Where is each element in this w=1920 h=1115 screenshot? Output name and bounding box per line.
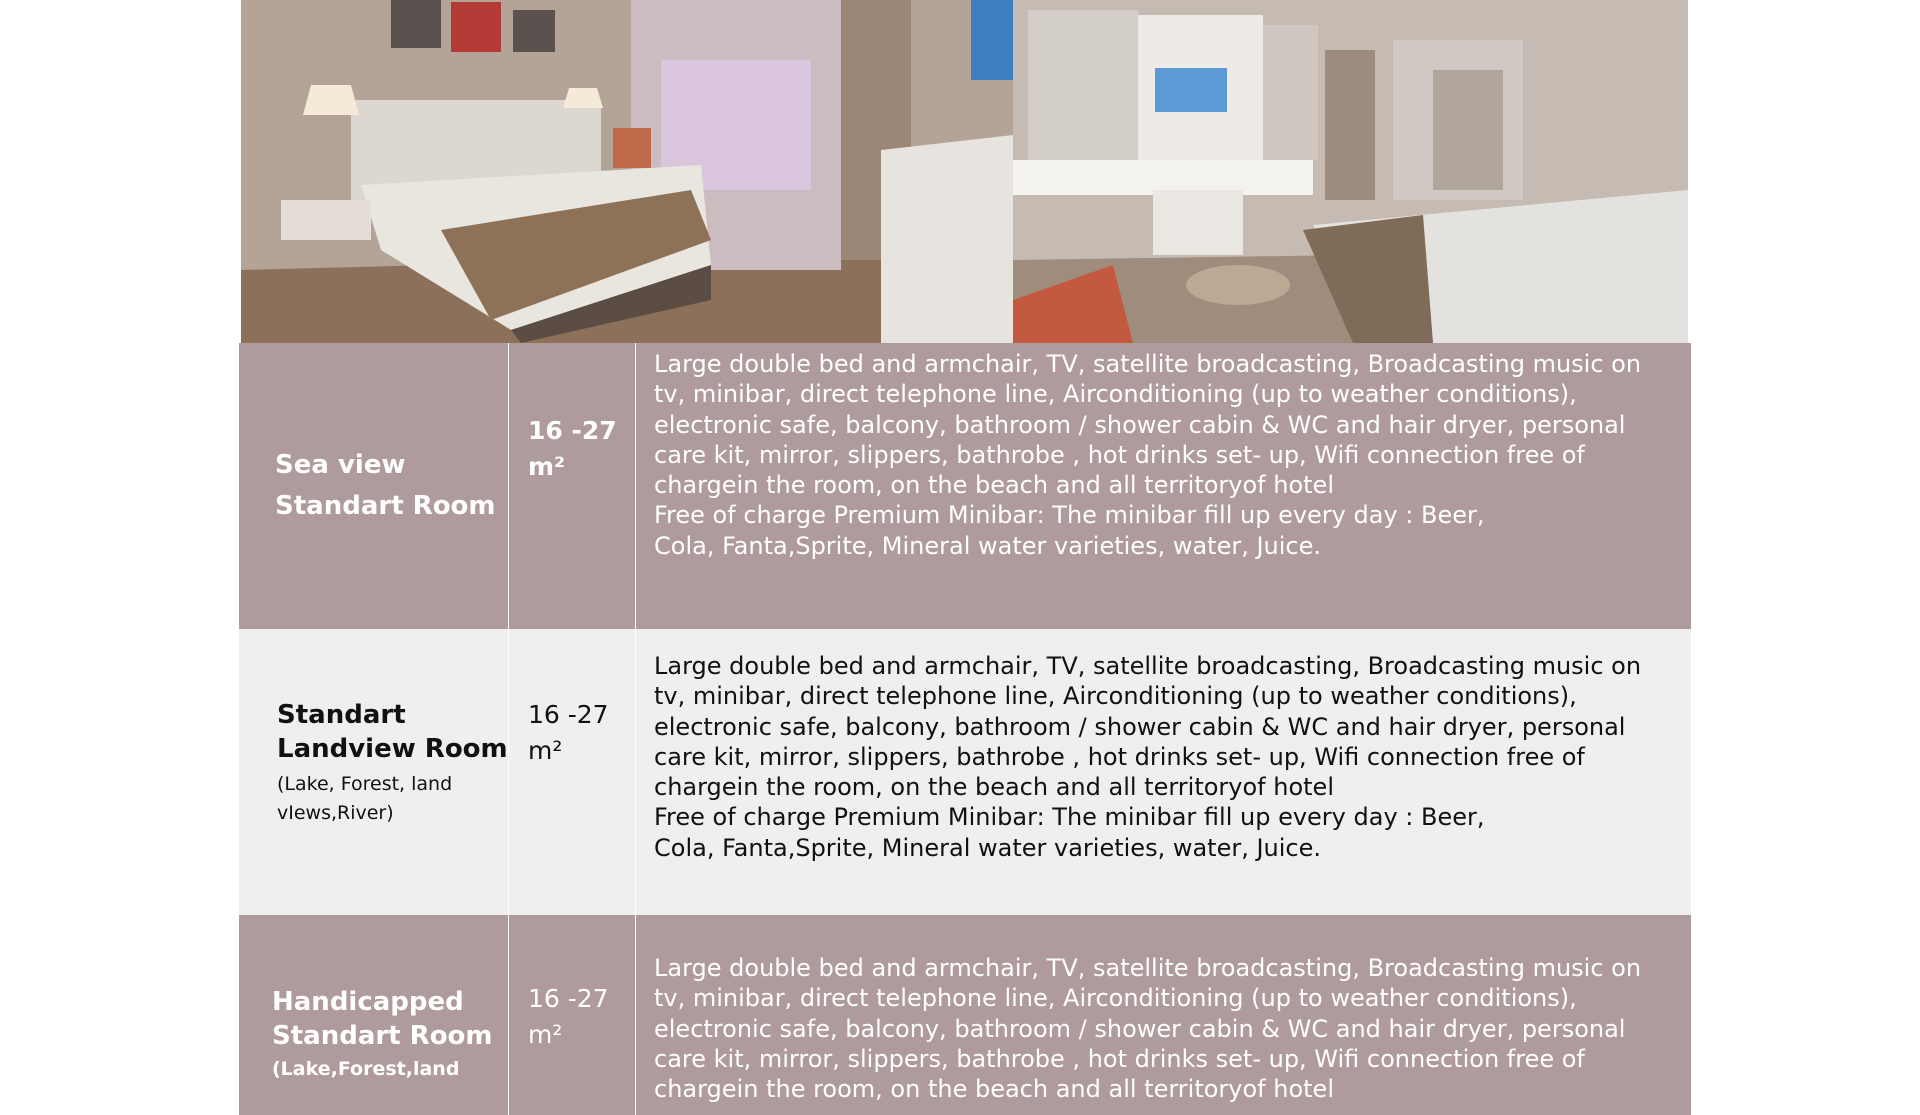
bedroom-photo-icon bbox=[241, 0, 1013, 343]
room-row-landview bbox=[239, 629, 1692, 915]
room-size-cell bbox=[509, 629, 636, 915]
room-size-cell bbox=[509, 343, 636, 629]
room-name-cell bbox=[239, 629, 509, 915]
room-row-sea-view bbox=[239, 343, 1692, 629]
desk-photo-icon bbox=[1013, 0, 1688, 343]
room-description: Large double bed and armchair, TV, satellite broadcasting, Broadcasting music on tv, minibar, direct telephone line, Airconditioning (up to weather conditions), electronic safe, balcony, bathroom / shower cabin & WC and hair dryer, personal care kit, mirror, slippers, bathrobe , hot drinks set- up, Wifi connection free of chargein the room, on the beach and all territoryof hotel Free of charge Premium Minibar: The minibar fill up every day : Beer, Cola, Fanta,Sprite, Mineral water varieties, water, Juice. bbox=[654, 652, 1642, 862]
room-description: Large double bed and armchair, TV, satellite broadcasting, Broadcasting music on tv, minibar, direct telephone line, Airconditioning (up to weather conditions), electronic safe, balcony, bathroom / shower cabin & WC and hair dryer, personal care kit, mirror, slippers, bathrobe , hot drinks set- up, Wifi connection free of chargein the room, on the beach and all territoryof hotel bbox=[654, 954, 1642, 1104]
room-description-cell bbox=[636, 915, 1692, 1115]
room-description-cell bbox=[636, 629, 1692, 915]
room-name-cell bbox=[239, 343, 509, 629]
room-name-cell bbox=[239, 915, 509, 1115]
room-size-cell bbox=[509, 915, 636, 1115]
hotel-room-bed-photo bbox=[241, 0, 1013, 343]
room-name: Handicapped Standart Room bbox=[272, 987, 493, 1051]
room-row-handicapped bbox=[239, 915, 1692, 1115]
room-description-cell bbox=[636, 343, 1692, 629]
room-subtitle: (Lake, Forest, land vIews,River) bbox=[277, 773, 453, 824]
room-size: 16 -27 m² bbox=[528, 700, 609, 765]
room-description: Large double bed and armchair, TV, satellite broadcasting, Broadcasting music on tv, minibar, direct telephone line, Airconditioning (up to weather conditions), electronic safe, balcony, bathroom / shower cabin & WC and hair dryer, personal care kit, mirror, slippers, bathrobe , hot drinks set- up, Wifi connection free of chargein the room, on the beach and all territoryof hotel Free of charge Premium Minibar: The minibar fill up every day : Beer, Cola, Fanta,Sprite, Mineral water varieties, water, Juice. bbox=[654, 350, 1642, 560]
room-name: Sea view Standart Room bbox=[275, 450, 496, 521]
room-name: Standart Landview Room bbox=[277, 700, 508, 764]
room-size: 16 -27 m² bbox=[528, 416, 617, 481]
room-size: 16 -27 m² bbox=[528, 984, 609, 1049]
room-photos bbox=[241, 0, 1688, 343]
hotel-room-desk-photo bbox=[1013, 0, 1688, 343]
room-types-table bbox=[238, 343, 1692, 1115]
room-subtitle: (Lake,Forest,land bbox=[272, 1058, 460, 1080]
